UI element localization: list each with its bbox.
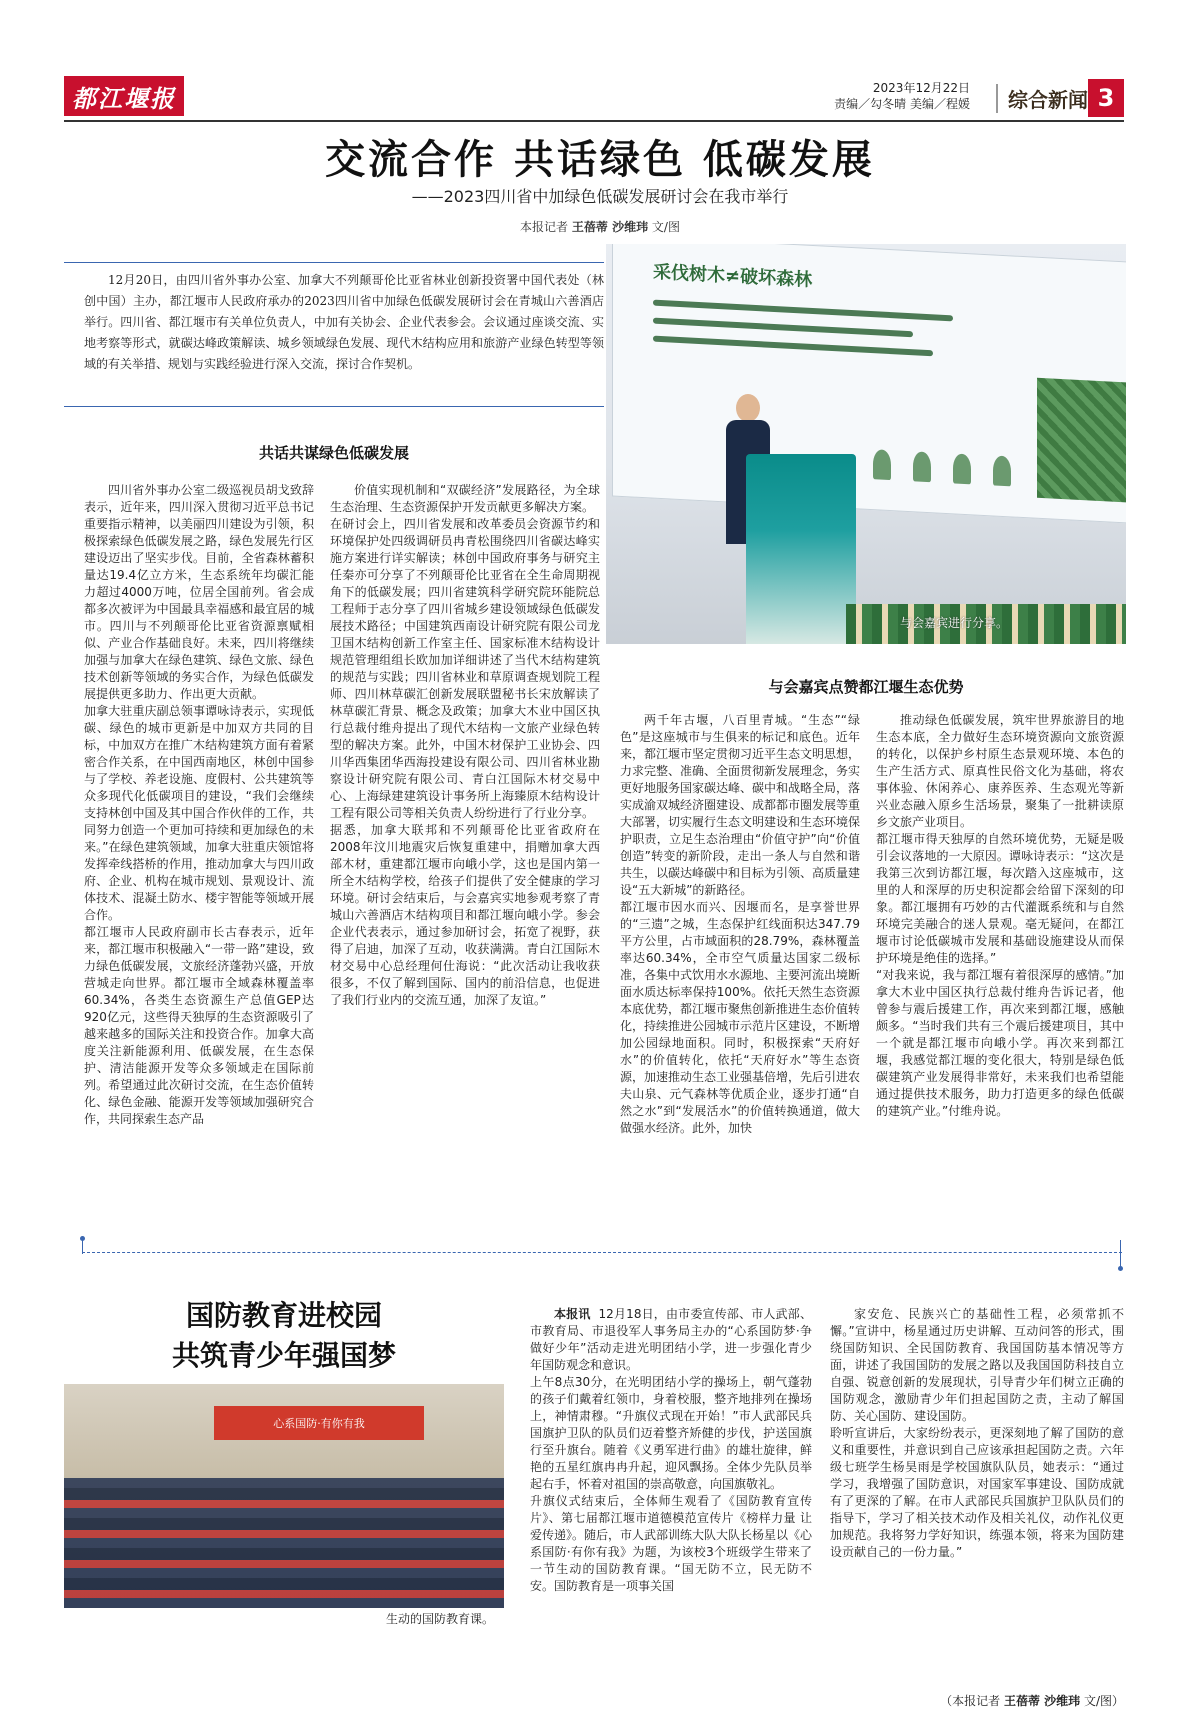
newspaper-logo: 都江堰报 — [64, 76, 184, 116]
screen-text-line — [653, 318, 913, 338]
article-lead: 12月20日，由四川省外事办公室、加拿大不列颠哥伦比亚省林业创新投资署中国代表处（林创中国）主办，都江堰市人民政府承办的2023四川省中加绿色低碳发展研讨会在青城山六善酒店举行。四川省、都江堰市有关单位负责人，中加有关协会、企业代表参会。会议通过座谈交流、实地考察等形式，就碳达峰政策解读、城乡领域绿色发展、现代木结构应用和旅游产业绿色转型等领域的有关举措、规划与实践经验进行深入交流，探讨合作契机。 — [84, 273, 604, 371]
body-column-4: 推动绿色低碳发展，筑牢世界旅游目的地生态本底，全力做好生态环境资源向文旅资源的转化，以保护乡村原生态景观环境、本色的生产生活方式、原真性民俗文化为基础，将农事体验、休闲养心、康养医养、生态观光等新兴业态融入原乡生活场景，聚集了一批耕读原乡文旅产业项目。 都江堰市得天独厚的自然环境优势，无疑是吸引会议落地的一大原因。谭咏诗表示：“这次是我第三次到访都江堰，每次踏入这座城市，这里的人和深厚的历史积淀都会给留下深刻的印象。都江堰拥有巧妙的古代灌溉系统和与自然环境完美融合的迷人景观。毫无疑问，在都江堰市讨论低碳城市发展和基础设施建设从而保护环境是绝佳的选择。” “对我来说，我与都江堰有着很深厚的感情。”加拿大木业中国区执行总裁付维舟告诉记者，他曾参与震后援建工作，再次来到都江堰，感触颇多。“当时我们共有三个震后援建项目，其中一个就是都江堰市向峨小学。再次来到都江堰，我感觉都江堰的变化很大，特别是绿色低碳建筑产业发展得非常好，未来我们也希望能通过提供技术服务，助力打造更多的绿色低碳的建筑产业。”付维舟说。 — [876, 713, 1124, 1118]
article2-lead-label: 本报讯 — [554, 1307, 591, 1321]
section-title-2: 与会嘉宾点赞都江堰生态优势 — [768, 678, 964, 696]
screen-text-line — [653, 336, 933, 357]
byline-suffix: 文/图 — [651, 220, 680, 234]
tree-graphic — [993, 455, 1011, 486]
masthead-rule — [64, 120, 1124, 122]
byline-names: 王蓓蒂 沙维玮 — [571, 220, 649, 234]
signature-names: 王蓓蒂 沙维玮 — [1003, 1694, 1081, 1708]
speaker-head — [736, 394, 760, 422]
divider-dot — [1118, 1266, 1123, 1271]
forest-image — [1037, 378, 1126, 503]
article2-column-2: 家安危、民族兴亡的基础性工程，必须常抓不懈。”宣讲中，杨星通过历史讲解、互动问答的形式，围绕国防知识、全民国防教育、我国国防基本情况等方面，讲述了我国国防的发展之路以及我国国防科技自立自强、锐意创新的发展现状，引导青少年们树立正确的国防观念，激励青少年们担起国防之责，主动了解国防、关心国防、建设国防。 聆听宣讲后，大家纷纷表示，更深刻地了解了国防的意义和重要性，并意识到自己应该承担起国防之责。六年级七班学生杨昊雨是学校国旗队队员，她表示：“通过学习，我增强了国防意识，对国家军事建设、国防成就有了更深的了解。在市人武部民兵国旗护卫队队员们的指导下，学习了相关技术动作及相关礼仪，动作礼仪更加规范。我将努力学好知识，练强本领，将来为国防建设贡献自己的一份力量。” — [830, 1307, 1124, 1559]
body-column-1: 四川省外事办公室二级巡视员胡戈致辞表示，近年来，四川深入贯彻习近平总书记重要指示精神，以美丽四川建设为引领，积极探索绿色低碳发展之路，绿色发展先行区建设迈出了坚实步伐。目前，全省森林蓄积量达19.4亿立方米，生态系统年均碳汇能力超过4000万吨，位居全国前列。省会成都多次被评为中国最具幸福感和最宜居的城市。四川与不列颠哥伦比亚省资源禀赋相似、产业合作基础良好。未来，四川将继续加强与加拿大在绿色建筑、绿色文旅、绿色技术创新等领域的务实合作，为绿色低碳发展提供更多助力、作出更大贡献。 加拿大驻重庆副总领事谭咏诗表示，实现低碳、绿色的城市更新是中加双方共同的目标，中加双方在推广木结构建筑方面有着紧密合作关系，在中国西南地区，林创中国参与了学校、养老设施、度假村、公共建筑等众多现代化低碳项目的建设，“我们会继续支持林创中国及其中国合作伙伴的工作，共同努力创造一个更加可持续和更加绿色的未来。”在绿色建筑领域，加拿大驻重庆领馆将发挥牵线搭桥的作用，推动加拿大与四川政府、企业、机构在城市规划、景观设计、流体技术、混凝土防水、楼宇智能等领域开展合作。 都江堰市人民政府副市长古春表示，近年来，都江堰市积极融入“一带一路”建设，致力绿色低碳发展，文旅经济蓬勃兴盛，开放营城走向世界。都江堰市全域森林覆盖率60.34%，各类生态资源生产总值GEP达920亿元，这些得天独厚的生态资源吸引了越来越多的国际关注和投资合作。加拿大高度关注新能源利用、低碳发展，在生态保护、清洁能源开发等众多领域走在国际前列。希望通过此次研讨交流，在生态价值转化、绿色金融、能源开发等领域加强研究合作，共同探索生态产品 — [84, 483, 314, 1126]
article-byline — [0, 218, 1200, 235]
photo-caption: 与会嘉宾进行分享。 — [900, 616, 1009, 630]
issue-date: 2023年12月22日 — [872, 81, 970, 95]
section-name: 综合新闻 — [996, 84, 1088, 113]
byline-prefix: 本报记者 — [520, 220, 569, 234]
article-subhead: ——2023四川省中加绿色低碳发展研讨会在我市举行 — [411, 187, 789, 206]
tree-graphic — [873, 449, 891, 480]
screen-title: 采伐树木≠破坏森林 — [653, 261, 813, 291]
page-number: 3 — [1088, 79, 1124, 117]
article2-headline-line2: 共筑青少年强国梦 — [171, 1339, 396, 1372]
divider-right-tick — [1120, 1240, 1121, 1268]
lead-bottom-rule — [64, 406, 604, 407]
section-title-1: 共话共谋绿色低碳发展 — [258, 444, 409, 462]
article2-column-1-text: 12月18日，由市委宣传部、市人武部、市教育局、市退役军人事务局主办的“心系国防梦·争做好少年”活动走进光明团结小学，进一步强化青少年国防观念和意识。 上午8点30分，在光明团结小学的操场上，朝气蓬勃的孩子们戴着红领巾，身着校服，整齐地排列在操场上，神情肃穆。“升旗仪式现在开始！”市人武部民兵国旗护卫队的队员们迈着整齐矫健的步伐，护送国旗行至升旗台。随着《义勇军进行曲》的雄壮旋律，鲜艳的五星红旗冉冉升起，迎风飘扬。全体少先队员举起右手，怀着对祖国的崇高敬意，向国旗敬礼。 升旗仪式结束后，全体师生观看了《国防教育宣传片》、第七届都江堰市道德模范宣传片《榜样力量 让爱传递》。随后，市人武部训练大队大队长杨星以《心系国防·有你有我》为题，为该校3个班级学生带来了一节生动的国防教育课。“国无防不立，民无防不安。国防教育是一项事关国 — [530, 1307, 813, 1593]
tree-graphic — [913, 451, 931, 482]
article2-headline — [64, 1296, 504, 1376]
screen-text-line — [653, 300, 953, 322]
signature-prefix: （本报记者 — [940, 1694, 1001, 1708]
article-divider — [82, 1252, 1122, 1254]
students-rows — [64, 1478, 504, 1608]
editors-credit: 责编／勾冬晴 美编／程媛 — [834, 97, 970, 111]
article2-column-1 — [530, 1306, 812, 1706]
lead-top-rule — [64, 262, 604, 263]
tree-graphic — [953, 453, 971, 484]
classroom-photo — [64, 1384, 504, 1608]
issue-meta — [834, 80, 970, 112]
article2-headline-line1: 国防教育进校园 — [185, 1299, 382, 1332]
conference-photo — [606, 244, 1126, 644]
body-column-2: 价值实现机制和“双碳经济”发展路径，为全球生态治理、生态资源保护开发贡献更多解决方案。 在研讨会上，四川省发展和改革委员会资源节约和环境保护处四级调研员冉青松围绕四川省碳达峰实施方案进行详实解读；林创中国政府事务与研究主任秦亦可分享了不列颠哥伦比亚省在全生命周期视角下的低碳发展；四川省建筑科学研究院环能院总工程师于志分享了四川省城乡建设领域绿色低碳发展技术路径；中国建筑西南设计研究院有限公司龙卫国木结构创新工作室主任、国家标准木结构设计规范管理组组长欧加加详细讲述了当代木结构建筑的规范与实践；四川省林业和草原调查规划院工程师、四川林草碳汇创新发展联盟秘书长宋放解读了林草碳汇背景、概念及政策；加拿大木业中国区执行总裁付维舟提出了现代木结构一文旅产业绿色转型的解决方案。此外，中国木材保护工业协会、四川华西集团华西海投建设有限公司、四川省林业勘察设计研究院有限公司、青白江国际木材交易中心、上海绿建建筑设计事务所上海臻原木结构设计工程有限公司等相关负责人纷纷进行了行业分享。 据悉，加拿大联邦和不列颠哥伦比亚省政府在2008年汶川地震灾后恢复重建中，捐赠加拿大西部木材，重建都江堰市向峨小学，这也是国内第一所全木结构学校，给孩子们提供了安全健康的学习环境。研讨会结束后，与会嘉宾实地参观考察了青城山六善酒店木结构项目和都江堰向峨小学。参会企业代表表示，通过参加研讨会，拓宽了视野，获得了启迪，加深了互动，收获满满。青白江国际木材交易中心总经理何仕海说：“此次活动让我收获很多，不仅了解到国际、国内的前沿信息，也促进了我们行业内的交流互通，加深了友谊。” — [330, 483, 600, 1007]
photo2-caption: 生动的国防教育课。 — [386, 1612, 495, 1626]
body-column-3: 两千年古堰，八百里青城。“生态”“绿色”是这座城市与生俱来的标记和底色。近年来，都江堰市坚定贯彻习近平生态文明思想，力求完整、准确、全面贯彻新发展理念，务实更好地服务国家碳达峰、碳中和战略全局，落实成渝双城经济圈建设、成都都市圈发展等重大部署，切实履行生态文明建设和生态环境保护职责，立足生态治理由“价值守护”向“价值创造”转变的新阶段，走出一条人与自然和谐共生，以碳达峰碳中和目标为引领、高质量建设“五大新城”的新路径。 都江堰市因水而兴、因堰而名，是享誉世界的“三遗”之城，生态保护红线面积达347.79平方公里，占市域面积的28.79%，森林覆盖率达60.34%，全市空气质量达国家二级标准，各集中式饮用水水源地、主要河流出境断面水质达标率保持100%。依托天然生态资源本底优势，都江堰市聚焦创新推进生态价值转化，持续推进公园城市示范片区建设，不断增加公园绿地面积。同时，积极探索“天府好水”的价值转化，依托“天府好水”等生态资源，加速推动生态工业强基倍增，先后引进农夫山泉、元气森林等优质企业，逐步打通“自然之水”到“发展活水”的价值转换通道，做大做强水经济。此外，加快 — [620, 713, 861, 1135]
article-headline: 交流合作 共话绿色 低碳发展 — [325, 136, 875, 183]
presentation-screen — [612, 244, 1126, 524]
divider-dot — [80, 1236, 85, 1241]
classroom-banner: 心系国防·有你有我 — [214, 1406, 424, 1440]
podium — [746, 454, 856, 644]
article2-signature — [830, 1692, 1124, 1709]
signature-suffix: 文/图） — [1083, 1694, 1124, 1708]
